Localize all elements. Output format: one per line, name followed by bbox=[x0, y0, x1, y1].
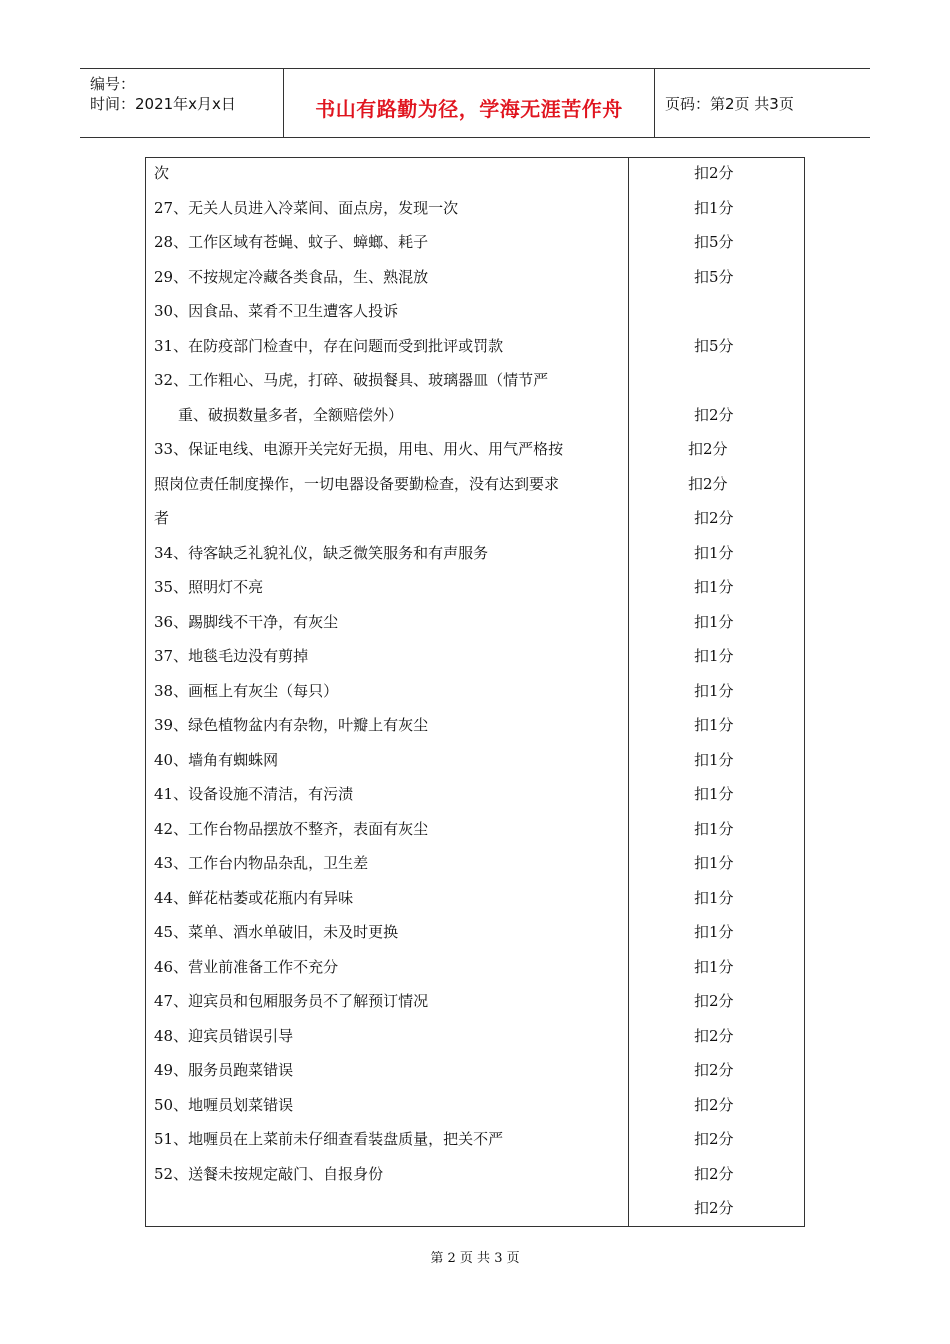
item-text: 49、服务员跑菜错误 bbox=[154, 1061, 294, 1079]
header-page-label: 页码：第2页 共3页 bbox=[665, 95, 794, 113]
penalty-value: 扣1分 bbox=[694, 819, 734, 838]
penalty-value: 扣1分 bbox=[694, 888, 734, 907]
item-text: 52、送餐未按规定敲门、自报身份 bbox=[154, 1164, 384, 1183]
penalty-value: 扣1分 bbox=[694, 543, 734, 562]
item-text: 27、无关人员进入冷菜间、面点房，发现一次 bbox=[154, 198, 459, 217]
penalty-value: 扣2分 bbox=[694, 1199, 734, 1217]
penalty-value: 扣2分 bbox=[694, 405, 734, 424]
penalty-value: 扣1分 bbox=[694, 923, 734, 941]
item-text: 者 bbox=[154, 509, 170, 527]
item-text: 38、画框上有灰尘（每只） bbox=[154, 681, 339, 700]
penalty-value: 扣1分 bbox=[694, 681, 734, 700]
page-footer: 第 2 页 共 3 页 bbox=[430, 1251, 520, 1266]
penalty-value: 扣1分 bbox=[694, 957, 734, 976]
header-meta bbox=[80, 69, 284, 137]
penalty-value: 扣1分 bbox=[694, 716, 734, 734]
item-text: 42、工作台物品摆放不整齐，表面有灰尘 bbox=[154, 819, 429, 838]
item-text: 50、地喱员划菜错误 bbox=[154, 1095, 294, 1114]
column-divider bbox=[628, 158, 629, 1226]
item-text: 30、因食品、菜肴不卫生遭客人投诉 bbox=[154, 302, 399, 320]
item-text: 39、绿色植物盆内有杂物，叶瓣上有灰尘 bbox=[154, 716, 429, 734]
header-page-cell bbox=[655, 69, 870, 137]
penalty-value: 扣1分 bbox=[694, 750, 734, 769]
item-text: 37、地毯毛边没有剪掉 bbox=[154, 647, 309, 665]
penalty-value: 扣1分 bbox=[694, 578, 734, 596]
item-text: 46、营业前准备工作不充分 bbox=[154, 957, 339, 976]
penalty-value: 扣1分 bbox=[694, 612, 734, 631]
penalty-value: 扣5分 bbox=[694, 267, 734, 286]
item-text: 次 bbox=[154, 164, 170, 182]
item-text: 32、工作粗心、马虎，打碎、破损餐具、玻璃器皿（情节严 bbox=[154, 371, 549, 389]
item-text: 34、待客缺乏礼貌礼仪，缺乏微笑服务和有声服务 bbox=[154, 543, 489, 562]
item-text: 31、在防疫部门检查中，存在问题而受到批评或罚款 bbox=[154, 336, 504, 355]
penalty-value: 扣1分 bbox=[694, 198, 734, 217]
item-text: 41、设备设施不清洁，有污渍 bbox=[154, 785, 354, 803]
item-text: 36、踢脚线不干净，有灰尘 bbox=[154, 612, 339, 631]
item-text: 40、墙角有蜘蛛网 bbox=[154, 750, 279, 769]
penalty-value: 扣2分 bbox=[694, 1026, 734, 1045]
item-text: 44、鲜花枯萎或花瓶内有异味 bbox=[154, 888, 354, 907]
item-text: 43、工作台内物品杂乱，卫生差 bbox=[154, 854, 369, 872]
penalty-value: 扣2分 bbox=[688, 440, 728, 458]
penalty-value: 扣2分 bbox=[694, 509, 734, 527]
item-text: 47、迎宾员和包厢服务员不了解预订情况 bbox=[154, 992, 429, 1010]
penalty-value: 扣1分 bbox=[694, 854, 734, 872]
penalty-table bbox=[145, 157, 805, 1227]
item-text: 45、菜单、酒水单破旧，未及时更换 bbox=[154, 923, 399, 941]
item-text: 29、不按规定冷藏各类食品，生、熟混放 bbox=[154, 267, 429, 286]
penalty-value: 扣5分 bbox=[694, 336, 734, 355]
item-text: 重、破损数量多者，全额赔偿外） bbox=[178, 405, 404, 424]
item-text: 照岗位责任制度操作，一切电器设备要勤检查，没有达到要求 bbox=[154, 474, 560, 493]
item-text: 33、保证电线、电源开关完好无损，用电、用火、用气严格按 bbox=[154, 440, 564, 458]
item-text: 28、工作区域有苍蝇、蚊子、蟑螂、耗子 bbox=[154, 233, 429, 251]
penalty-value: 扣2分 bbox=[694, 164, 734, 182]
header-motto-cell bbox=[284, 69, 655, 137]
penalty-value: 扣2分 bbox=[694, 1164, 734, 1183]
page-header bbox=[80, 68, 870, 138]
time-label: 时间：2021年x月x日 bbox=[90, 95, 236, 113]
number-label: 编号： bbox=[90, 75, 136, 93]
penalty-value: 扣2分 bbox=[694, 1061, 734, 1079]
penalty-value: 扣2分 bbox=[694, 1095, 734, 1114]
item-text: 35、照明灯不亮 bbox=[154, 578, 264, 596]
penalty-value: 扣2分 bbox=[688, 474, 728, 493]
header-motto: 书山有路勤为径，学海无涯苦作舟 bbox=[315, 97, 623, 121]
penalty-value: 扣1分 bbox=[694, 647, 734, 665]
item-text: 48、迎宾员错误引导 bbox=[154, 1026, 294, 1045]
penalty-value: 扣2分 bbox=[694, 1130, 734, 1148]
item-text: 51、地喱员在上菜前未仔细查看装盘质量，把关不严 bbox=[154, 1130, 504, 1148]
penalty-value: 扣5分 bbox=[694, 233, 734, 251]
penalty-value: 扣2分 bbox=[694, 992, 734, 1010]
penalty-value: 扣1分 bbox=[694, 785, 734, 803]
